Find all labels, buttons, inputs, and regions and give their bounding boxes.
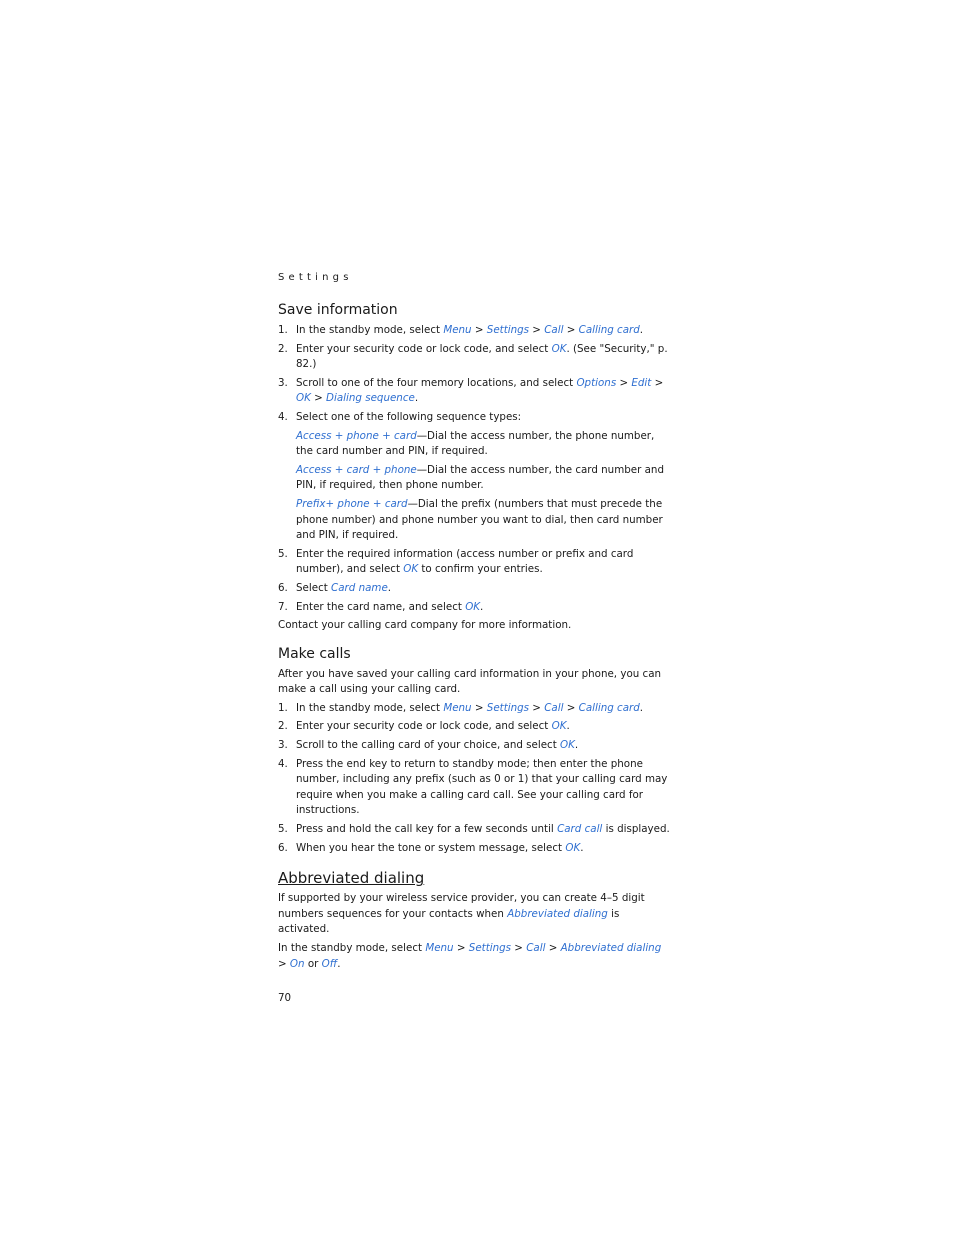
list-item: 2. Enter your security code or lock code, and select OK. [278,720,570,733]
section-save-information [278,300,670,634]
abbreviated-dialing-p1: If supported by your wireless service provider, you can create 4–5 digit numbers sequences for your contacts when Abbreviated dialing is activated. [278,892,645,936]
page-number: 70 [278,992,292,1005]
list-item: 1. In the standby mode, select Menu > Settings > Call > Calling card. [278,324,644,336]
make-calls-intro: After you have saved your calling card information in your phone, you can make a call using your calling card. [278,667,662,696]
list-item: 7. Enter the card name, and select OK. [278,600,484,613]
list-item: 3. Scroll to one of the four memory locations, and select Options > Edit > OK > Dialing sequence. [278,376,664,405]
save-information-heading: Save information [278,302,398,318]
list-item: 1. In the standby mode, select Menu > Settings > Call > Calling card. [278,701,644,714]
running-head: Settings [278,272,353,283]
abbreviated-dialing-p2: In the standby mode, select Menu > Settings > Call > Abbreviated dialing > On or Off. [278,942,662,970]
list-item: 2. Enter your security code or lock code, and select OK. (See "Security," p. 82.) [278,342,668,371]
document-page [278,272,670,1004]
abbreviated-dialing-heading: Abbreviated dialing [278,869,425,888]
sequence-type-3: Prefix+ phone + card—Dial the prefix (numbers that must precede the phone number) and phone number you want to dial, then card number and PIN, if required. [296,497,663,542]
list-item: 4. Press the end key to return to standby mode; then enter the phone number, including any prefix (such as 0 or 1) that your calling card may require when you make a calling card call. See your calling card for instructions. [278,757,668,817]
sequence-type-2: Access + card + phone—Dial the access number, the card number and PIN, if required, then phone number. [296,463,664,492]
section-abbreviated-dialing [278,868,670,972]
sequence-type-1: Access + phone + card—Dial the access number, the phone number, the card number and PIN, if required. [296,429,655,458]
section-make-calls [278,644,670,857]
list-item: 5. Press and hold the call key for a few seconds until Card call is displayed. [278,823,670,836]
list-item: 6. Select Card name. [278,581,392,594]
list-item: 5. Enter the required information (access number or prefix and card number), and select OK to confirm your entries. [278,547,634,576]
save-information-note: Contact your calling card company for more information. [278,619,572,632]
make-calls-heading: Make calls [278,645,351,662]
list-item: 3. Scroll to the calling card of your choice, and select OK. [278,739,579,752]
list-item: 6. When you hear the tone or system message, select OK. [278,841,584,854]
list-item: 4. Select one of the following sequence types: [278,410,522,423]
